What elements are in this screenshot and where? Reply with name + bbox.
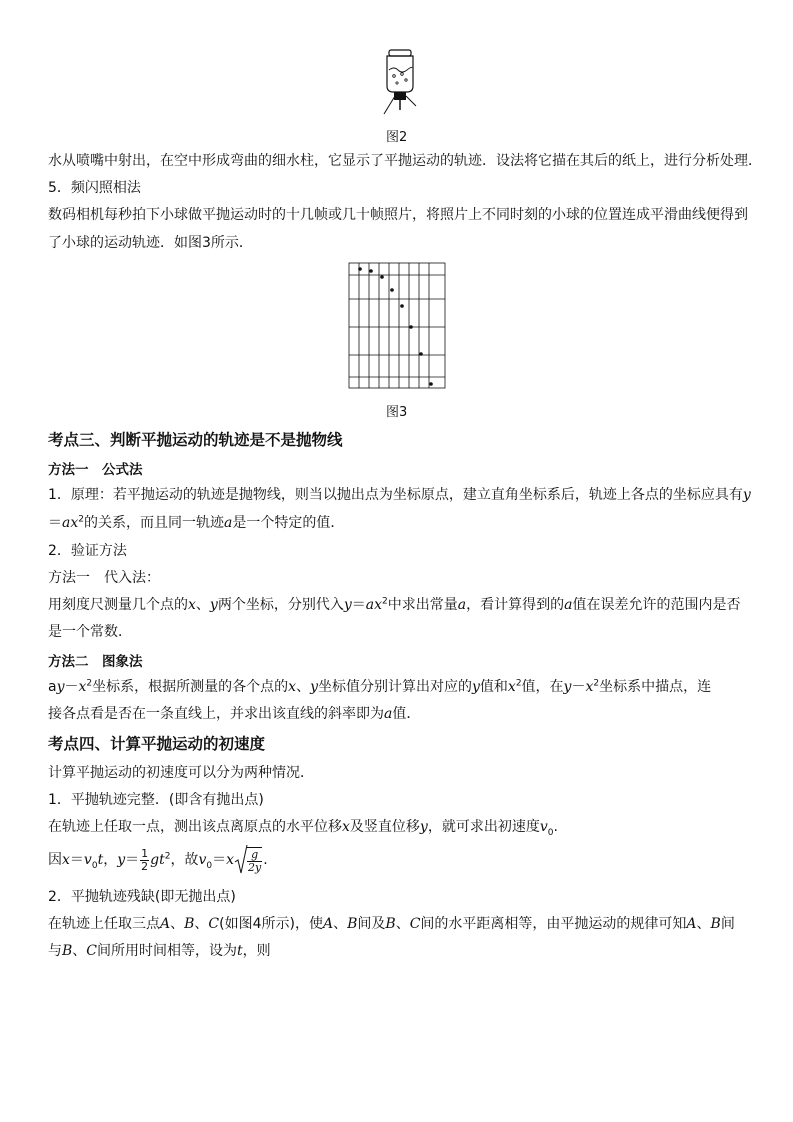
fraction-one-half: $\frac{1}{2}$	[141, 846, 149, 873]
kp4-case1-title: 1．平抛轨迹完整．(即含有抛出点)	[48, 792, 264, 808]
kp4-case2-title: 2．平抛轨迹残缺(即无抛出点)	[48, 889, 236, 905]
kp3-substitution-title: 方法一 代入法：	[48, 570, 160, 586]
section-5-line-2: 了小球的运动轨迹．如图3所示．	[48, 235, 253, 251]
figure-2-caption: 图2	[386, 130, 408, 145]
kp3-substitution-line-1: 用刻度尺测量几个点的x、y两个坐标，分别代入$y=ax^2$中求出常量a，看计算得到的a值在误差允许的范围内是否	[48, 596, 741, 613]
kp4-heading: 考点四、计算平抛运动的初速度	[48, 735, 266, 753]
section-5-line-1: 数码相机每秒拍下小球做平抛运动时的十几帧或几十帧照片，将照片上不同时刻的小球的位置连成平滑曲线便得到	[48, 207, 748, 223]
paragraph-water: 水从喷嘴中射出，在空中形成弯曲的细水柱，它显示了平抛运动的轨迹．设法将它描在其后的纸上，进行分析处理．	[48, 153, 762, 169]
kp4-case1-line: 在轨迹上任取一点，测出该点离原点的水平位移x及竖直位移y，就可求出初速度$v_0$.	[48, 819, 558, 838]
square-root	[234, 846, 263, 874]
kp3-verify-title: 2．验证方法	[48, 543, 127, 559]
figure-3-caption: 图3	[386, 405, 408, 420]
kp3-heading: 考点三、判断平抛运动的轨迹是不是抛物线	[48, 431, 343, 449]
figure-2-bottle-apparatus	[380, 48, 420, 120]
figure-3-strobe-grid	[348, 262, 446, 390]
kp3-substitution-line-2: 是一个常数．	[48, 624, 132, 640]
kp4-case2-line-2: 与B、C间所用时间相等，设为t，则	[48, 943, 271, 959]
kp3-principle-line-1: 1．原理：若平抛运动的轨迹是抛物线，则当以抛出点为坐标原点，建立直角坐标系后，轨迹上各点的坐标应具有y	[48, 487, 751, 503]
kp4-formula: 因$x=v_0t$，y＝ $\frac{1}{2}$ $gt^2$，故$v_0=x$ $\frac{g}{2y}$ .	[48, 846, 268, 874]
kp3-graph-line-2: 接各点看是否在一条直线上，并求出该直线的斜率即为a值．	[48, 706, 421, 722]
kp4-case2-line-1: 在轨迹上任取三点A、B、C(如图4所示)，使A、B间及B、C间的水平距离相等，由平抛运动的规律可知A、B间	[48, 916, 735, 932]
kp3-graph-line-1: $ay-x^2$坐标系，根据所测量的各个点的x、y坐标值分别计算出对应的y值和$x^2$值，在$y-x^2$坐标系中描点，连	[48, 678, 712, 695]
fraction-g-over-2y: $\frac{g}{2y}$	[248, 847, 262, 874]
kp3-method2-title: 方法二 图象法	[48, 654, 143, 670]
kp3-principle-line-2: $=ax^2$的关系，而且同一轨迹a是一个特定的值．	[48, 514, 345, 531]
kp4-intro: 计算平抛运动的初速度可以分为两种情况．	[48, 765, 314, 781]
radical-sign-icon	[234, 844, 248, 876]
kp3-method1-title: 方法一 公式法	[48, 462, 143, 478]
section-5-title: 5．频闪照相法	[48, 180, 141, 196]
